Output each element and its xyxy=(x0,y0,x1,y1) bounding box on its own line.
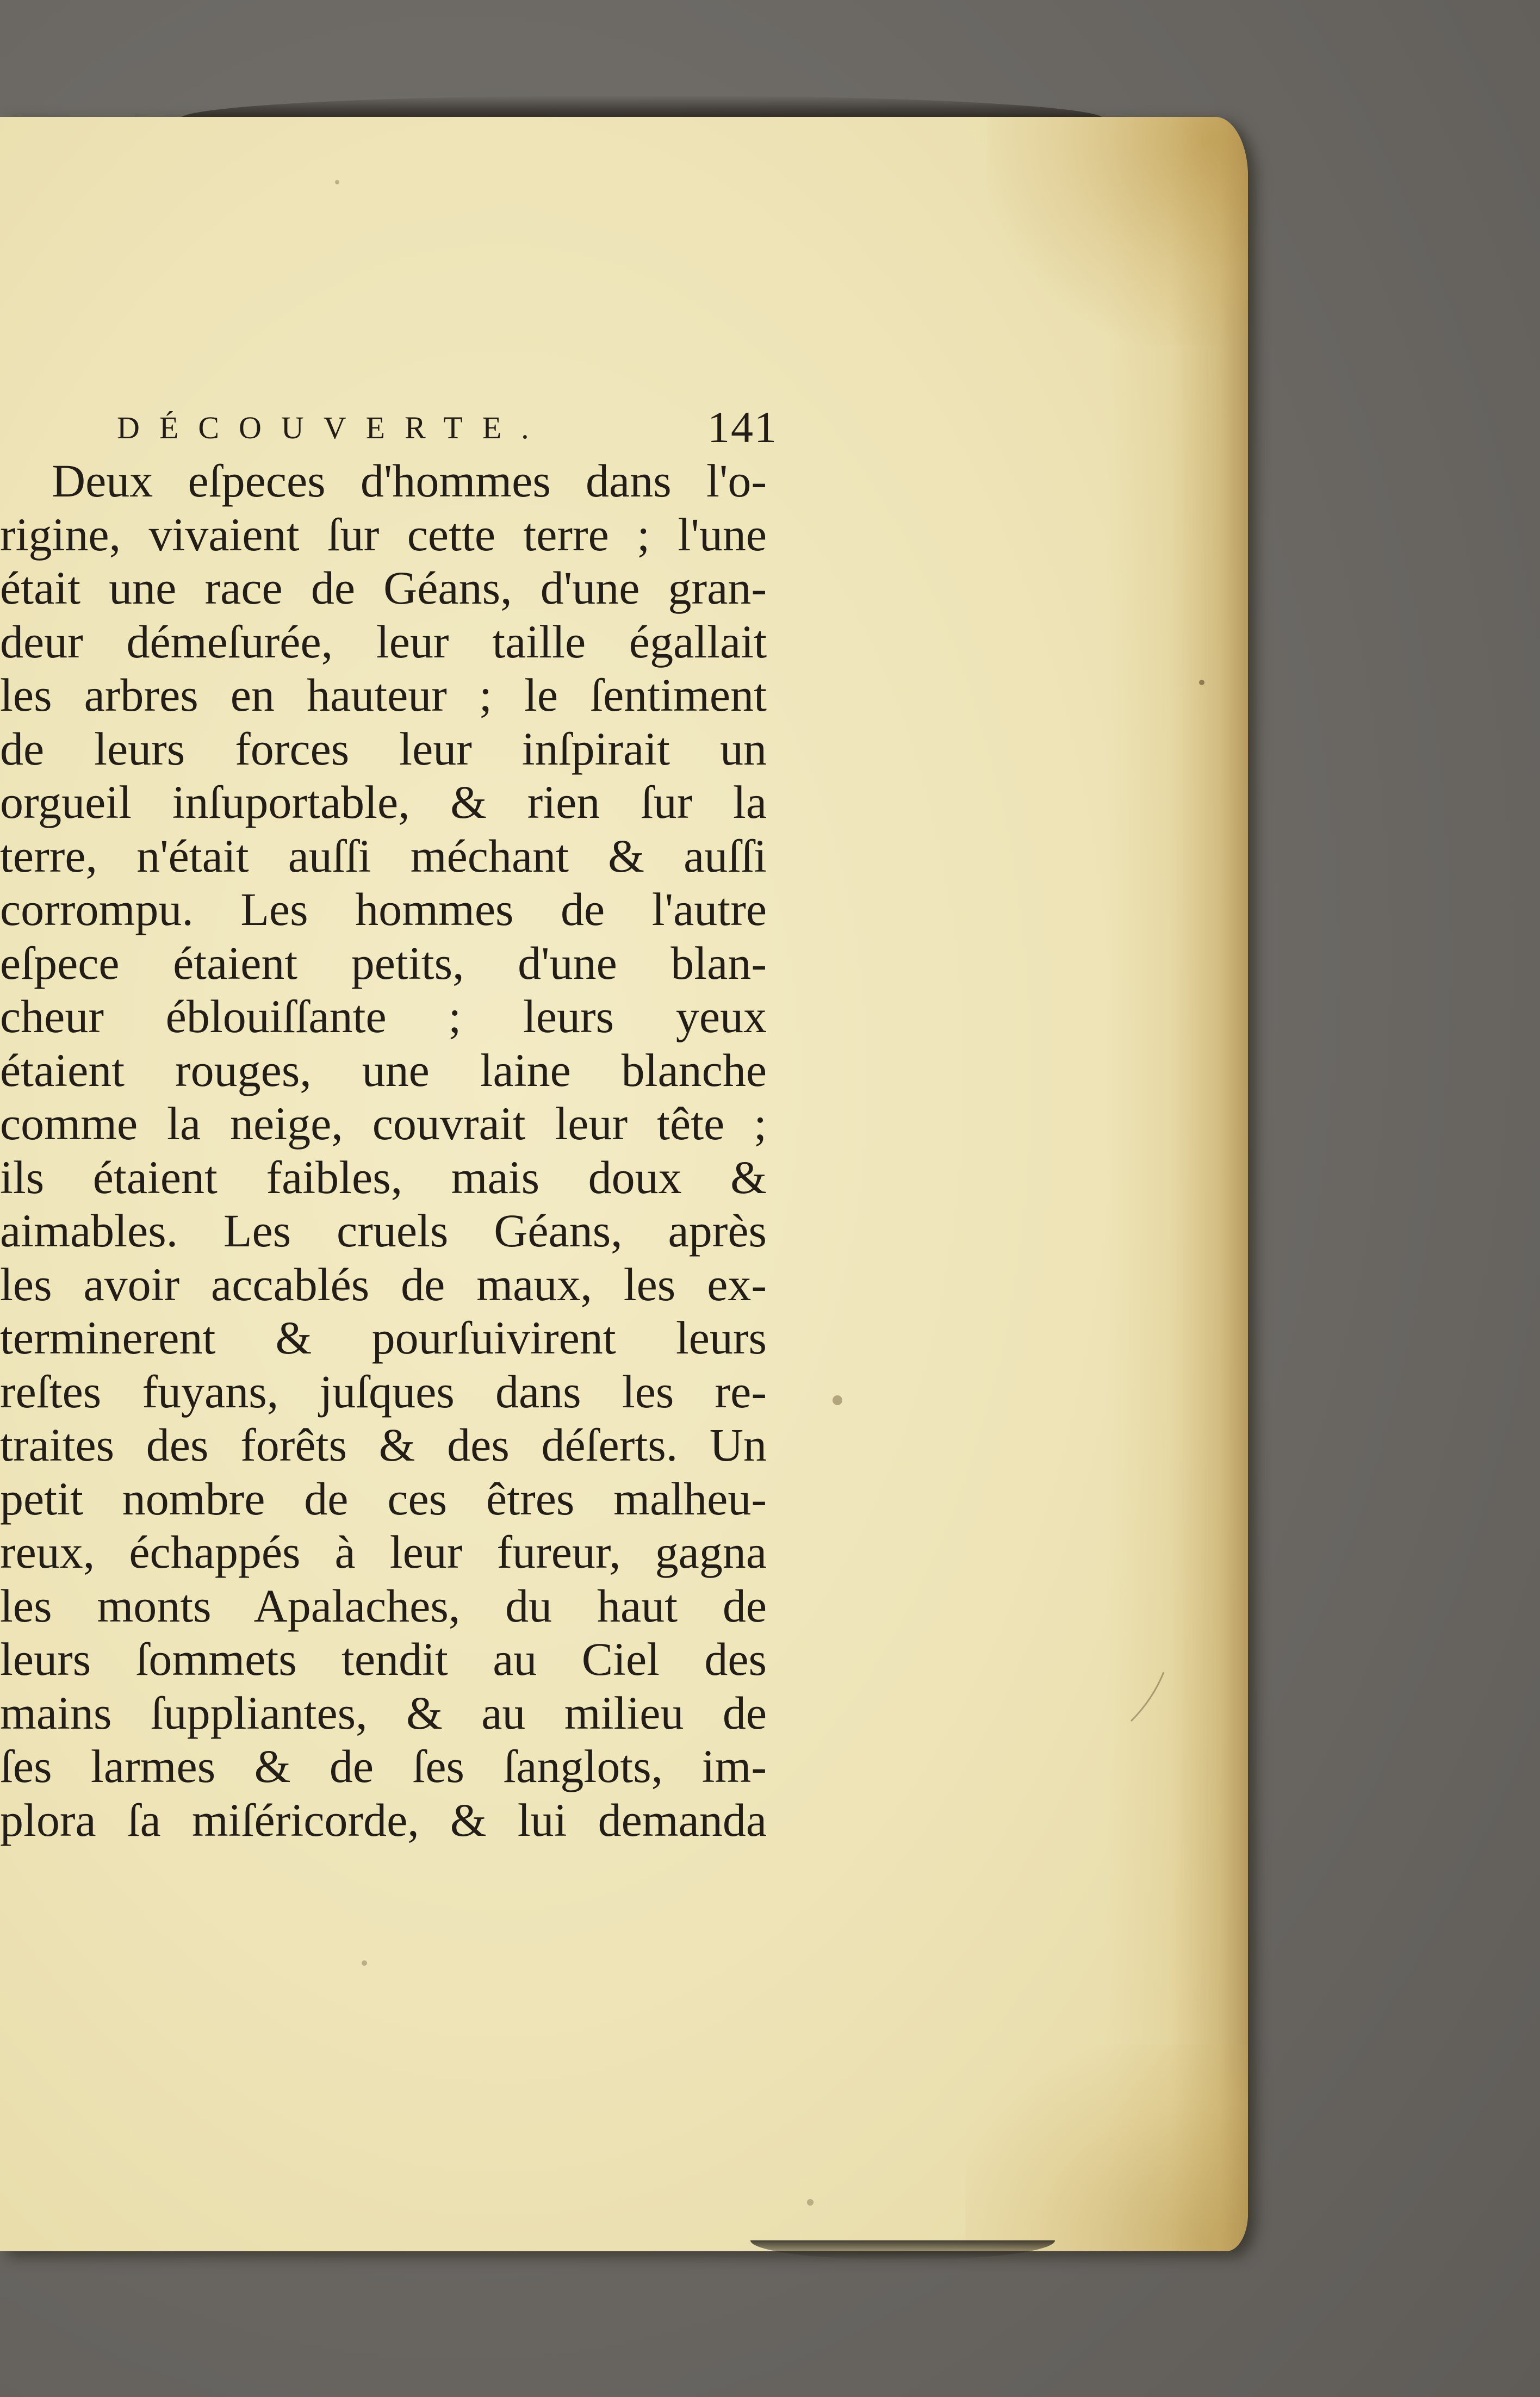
running-title: DÉCOUVERTE. xyxy=(117,410,549,445)
text-line: cheur éblouiſſante ; leurs yeux xyxy=(0,990,767,1042)
body-text xyxy=(0,454,772,1847)
text-line: reſtes fuyans, juſques dans les re- xyxy=(0,1365,767,1418)
text-line: terre, n'était auſſi méchant & auſſi xyxy=(0,829,767,882)
text-line: de leurs forces leur inſpirait un xyxy=(0,722,767,775)
text-line: rigine, vivaient ſur cette terre ; l'une xyxy=(0,508,767,561)
top-corner-stain xyxy=(987,117,1248,345)
text-line: leurs ſommets tendit au Ciel des xyxy=(0,1633,767,1685)
text-line: étaient rouges, une laine blanche xyxy=(0,1044,767,1096)
book-page xyxy=(0,117,1248,2251)
text-line: plora ſa miſéricorde, & lui demanda xyxy=(0,1793,767,1846)
page-number: 141 xyxy=(707,402,778,452)
text-line: orgueil inſuportable, & rien ſur la xyxy=(0,776,767,828)
text-line: eſpece étaient petits, d'une blan- xyxy=(0,936,767,989)
text-line: les monts Apalaches, du haut de xyxy=(0,1579,767,1632)
text-line: les avoir accablés de maux, les ex- xyxy=(0,1258,767,1311)
text-line: mains ſuppliantes, & au milieu de xyxy=(0,1686,767,1739)
text-line: traites des forêts & des déſerts. Un xyxy=(0,1419,767,1471)
text-line: était une race de Géans, d'une gran- xyxy=(0,562,767,614)
text-line: deur démeſurée, leur taille égallait xyxy=(0,615,767,668)
text-line: corrompu. Les hommes de l'autre xyxy=(0,883,767,935)
bottom-corner-stain xyxy=(965,2045,1248,2251)
text-line: terminerent & pourſuivirent leurs xyxy=(0,1312,767,1364)
running-head xyxy=(117,402,778,454)
text-line: ils étaient faibles, mais doux & xyxy=(0,1151,767,1203)
text-line: reux, échappés à leur fureur, gagna xyxy=(0,1526,767,1578)
text-line: les arbres en hauteur ; le ſentiment xyxy=(0,669,767,721)
text-line: comme la neige, couvrait leur tête ; xyxy=(0,1097,767,1150)
text-line: ſes larmes & de ſes ſanglots, im- xyxy=(0,1740,767,1792)
text-line: Deux eſpeces d'hommes dans l'o- xyxy=(52,455,767,507)
fore-edge-stain xyxy=(1107,117,1248,2251)
text-line: aimables. Les cruels Géans, après xyxy=(0,1204,767,1257)
text-line: petit nombre de ces êtres malheu- xyxy=(0,1472,767,1525)
